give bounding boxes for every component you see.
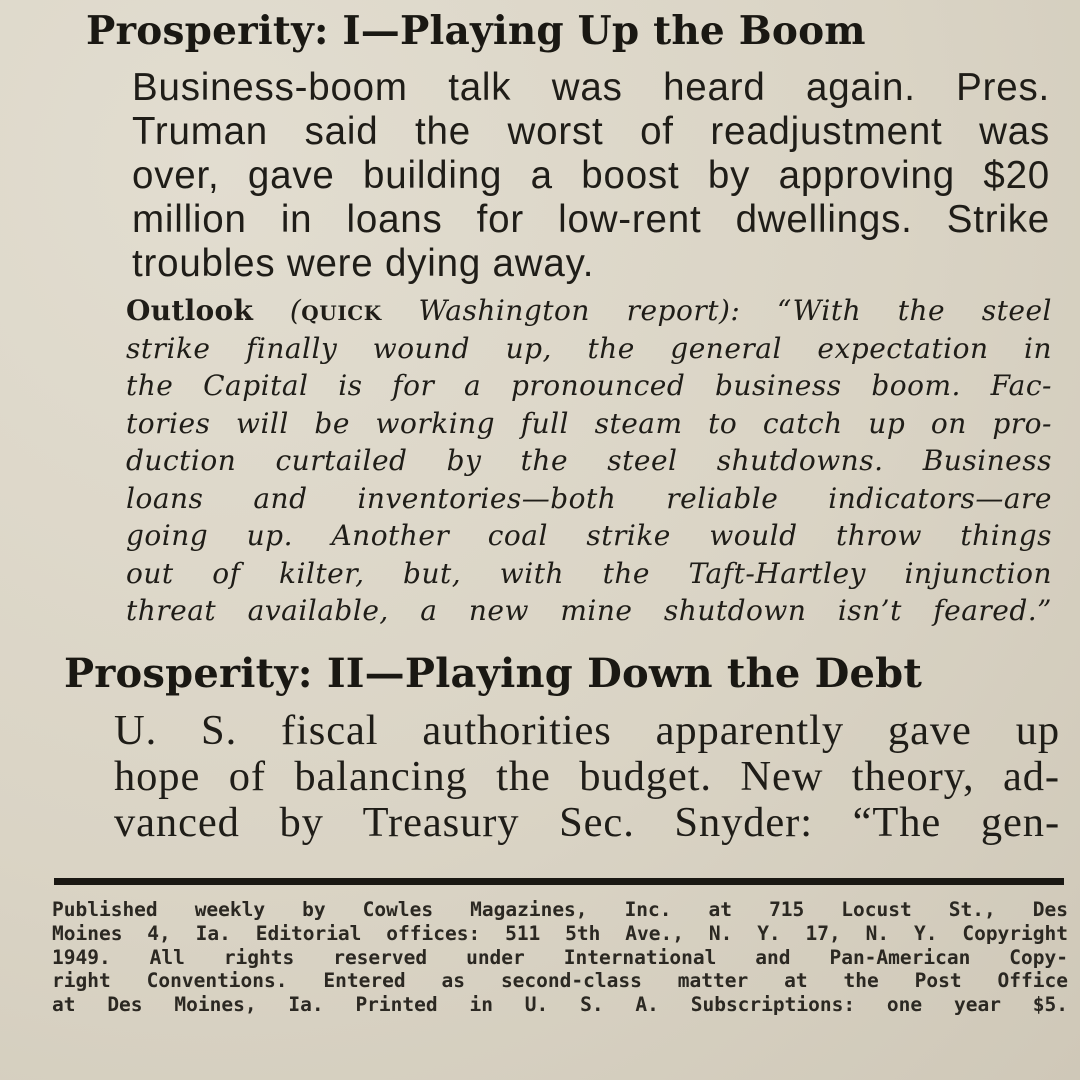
article1-body (132, 66, 1050, 286)
article2-body-line: hope of balancing the budget. New theory, ad- (114, 753, 1060, 800)
outlook-source-rest: Washington report): (381, 294, 777, 327)
outlook-quote-line: threat available, a new mine shutdown isn’t feared.” (126, 594, 1052, 627)
article2-body (114, 708, 1060, 846)
article2-body-line: vanced by Treasury Sec. Snyder: “The gen- (114, 799, 1060, 846)
publication-imprint (52, 898, 1068, 1017)
article1-body-line: over, gave building a boost by approving $20 (132, 154, 1050, 197)
divider-rule (54, 878, 1064, 885)
article1-body-line: Truman said the worst of readjustment was (132, 110, 1050, 153)
headline-prosperity-one: Prosperity: I—Playing Up the Boom (86, 8, 866, 54)
outlook-source-brand: quick (301, 294, 382, 327)
outlook-quote-line: going up. Another coal strike would throw things (126, 519, 1052, 552)
article2-body-line: U. S. fiscal authorities apparently gave up (114, 707, 1060, 754)
outlook-lead: Outlook (126, 294, 254, 327)
headline-prosperity-two: Prosperity: II—Playing Down the Debt (64, 650, 923, 697)
imprint-line: 1949. All rights reserved under International and Pan-American Copy- (52, 945, 1068, 969)
outlook-quote-line: loans and inventories—both reliable indicators—are (126, 481, 1052, 515)
outlook-quote-line: “With the steel (776, 294, 1052, 327)
imprint-line: right Conventions. Entered as second-class matter at the Post Office (52, 969, 1068, 993)
outlook-source-open: ( (289, 294, 302, 327)
imprint-line: at Des Moines, Ia. Printed in U. S. A. Subscriptions: one year $5. (52, 993, 1068, 1017)
outlook-quote-line: the Capital is for a pronounced business boom. Fac- (126, 369, 1052, 402)
outlook-quote-line: tories will be working full steam to catch up on pro- (126, 406, 1052, 440)
imprint-line: Published weekly by Cowles Magazines, Inc. at 715 Locust St., Des (52, 898, 1068, 921)
outlook-paragraph (126, 292, 1052, 630)
imprint-line: Moines 4, Ia. Editorial offices: 511 5th Ave., N. Y. 17, N. Y. Copyright (52, 921, 1068, 945)
cropped-text-fragment (900, 0, 1070, 4)
outlook-line (126, 292, 1052, 330)
article1-body-line: million in loans for low-rent dwellings. Strike (132, 198, 1050, 241)
outlook-quote-line: duction curtailed by the steel shutdowns. Business (126, 444, 1052, 477)
outlook-quote-line: out of kilter, but, with the Taft-Hartley injunction (126, 556, 1052, 590)
article1-body-line: Business-boom talk was heard again. Pres. (132, 66, 1050, 109)
article1-body-line: troubles were dying away. (132, 242, 595, 285)
outlook-quote-line: strike finally wound up, the general expectation in (126, 331, 1052, 365)
